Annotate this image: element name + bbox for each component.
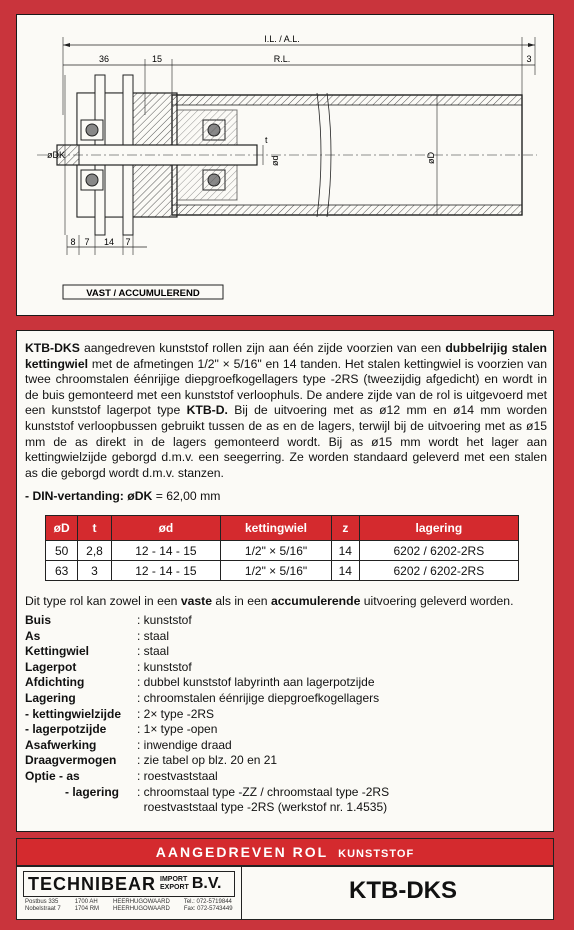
drawing-caption: VAST / ACCUMULEREND	[86, 288, 200, 299]
spec-table	[45, 515, 519, 581]
header-cell: ød	[111, 516, 220, 541]
table-row	[46, 561, 519, 581]
table-cell: 6202 / 6202-2RS	[359, 541, 518, 561]
property-row: Lagering : chroomstalen éénrijige diepgroefkogellagers	[25, 690, 380, 705]
footer-box	[16, 866, 554, 920]
properties-list	[25, 613, 389, 816]
company-logo: TECHNIBEAR IMPORT EXPORT B.V.	[23, 871, 235, 897]
table-cell: 63	[46, 561, 78, 581]
technical-drawing-panel	[16, 14, 554, 316]
category-band: AANGEDREVEN ROL KUNSTSTOF	[16, 838, 554, 866]
spec-table-header	[46, 516, 519, 541]
table-cell: 50	[46, 541, 78, 561]
property-row: - lagering : chroomstaal type -ZZ / chroomstaal type -2RS	[65, 784, 390, 799]
table-cell: 6202 / 6202-2RS	[359, 561, 518, 581]
table-cell: 1/2" × 5/16"	[221, 561, 332, 581]
model-code: KTB-DKS	[349, 877, 457, 904]
property-row: Kettingwiel : staal	[25, 644, 170, 659]
roller-cross-section-drawing	[17, 15, 553, 315]
dim-8-label: 8	[70, 237, 76, 247]
header-cell: z	[331, 516, 359, 541]
property-row: Optie - as : roestvaststaal	[25, 768, 218, 783]
dim-rl-label: R.L.	[273, 54, 291, 64]
dim-total-label: I.L. / A.L.	[264, 34, 300, 44]
property-row: Buis : kunststof	[25, 613, 192, 627]
table-cell: 1/2" × 5/16"	[221, 541, 332, 561]
footer	[16, 838, 552, 920]
dim-dk-label: øDK	[47, 150, 65, 160]
header-cell: t	[78, 516, 111, 541]
property-row: Draagvermogen : zie tabel op blz. 20 en 21	[25, 753, 278, 768]
header-cell: lagering	[359, 516, 518, 541]
property-row: roestvaststaal type -2RS (werkstof nr. 1.4535)	[137, 800, 388, 815]
table-cell: 2,8	[78, 541, 111, 561]
dim-14-label: 14	[103, 237, 115, 247]
din-line: - DIN-vertanding: øDK = 62,00 mm	[25, 489, 221, 503]
dim-big-d-label: øD	[426, 152, 436, 164]
property-row: Asafwerking : inwendige draad	[25, 737, 232, 752]
header-cell: øD	[46, 516, 78, 541]
header-cell: kettingwiel	[221, 516, 332, 541]
table-cell: 3	[78, 561, 111, 581]
table-cell: 12 - 14 - 15	[111, 561, 220, 581]
dim-36-label: 36	[98, 54, 110, 64]
table-cell: 14	[331, 561, 359, 581]
variant-note: Dit type rol kan zowel in een vaste als in een accumulerende uitvoering geleverd worden.	[25, 594, 514, 608]
description-panel	[16, 330, 554, 832]
table-cell: 14	[331, 541, 359, 561]
dim-t-label: t	[265, 135, 268, 145]
footer-divider	[241, 867, 242, 919]
table-row	[46, 541, 519, 561]
dim-15-label: 15	[151, 54, 163, 64]
dim-7b-label: 7	[125, 237, 131, 247]
dim-7a-label: 7	[84, 237, 90, 247]
dim-3-label: 3	[526, 54, 532, 64]
property-row: - lagerpotzijde : 1× type -open	[25, 722, 218, 737]
company-address: Postbus 335 Nobelstraat 7 1700 AH 1704 RM HEERHUGOWAARD HEERHUGOWAARD Tel.: 072-5719844 Fax: 072-5743449	[25, 899, 233, 912]
property-row: Afdichting : dubbel kunststof labyrinth aan lagerpotzijde	[25, 675, 375, 690]
property-row: Lagerpot : kunststof	[25, 659, 192, 674]
property-row: As : staal	[25, 628, 170, 643]
dim-small-d-label: ød	[270, 155, 280, 166]
table-cell: 12 - 14 - 15	[111, 541, 220, 561]
intro-paragraph: KTB-DKS aangedreven kunststof rollen zijn aan één zijde voorzien van een dubbelrijig stalen kettingwiel met de afmetingen 1/2" × 5/16" en 14 tanden. Het stalen kettingwiel is voorzien van twee chroomstalen éénrijige diepgroefkogellagers type -2RS (tweezijdig afgedicht) en wordt in de buis gemonteerd met een kunststof verloophuls. De andere zijde van de rol is uitgevoerd met een kunststof lagerpot type KTB-D. Bij de uitvoering met as ø12 mm en ø14 mm worden kunststof verloopbussen gebruikt tussen de as en de lagers, terwijl bij de uitvoering met as ø15 mm de as direkt in de lagers gemonteerd wordt. Bij as ø15 mm wordt het lager aan kettingwielzijde geborgd d.m.v. een seegerring. Ze worden standaard geleverd met een stalen as die geborgd wordt d.m.v. stanzen.	[25, 341, 547, 480]
property-row: - kettingwielzijde : 2× type -2RS	[25, 706, 215, 721]
